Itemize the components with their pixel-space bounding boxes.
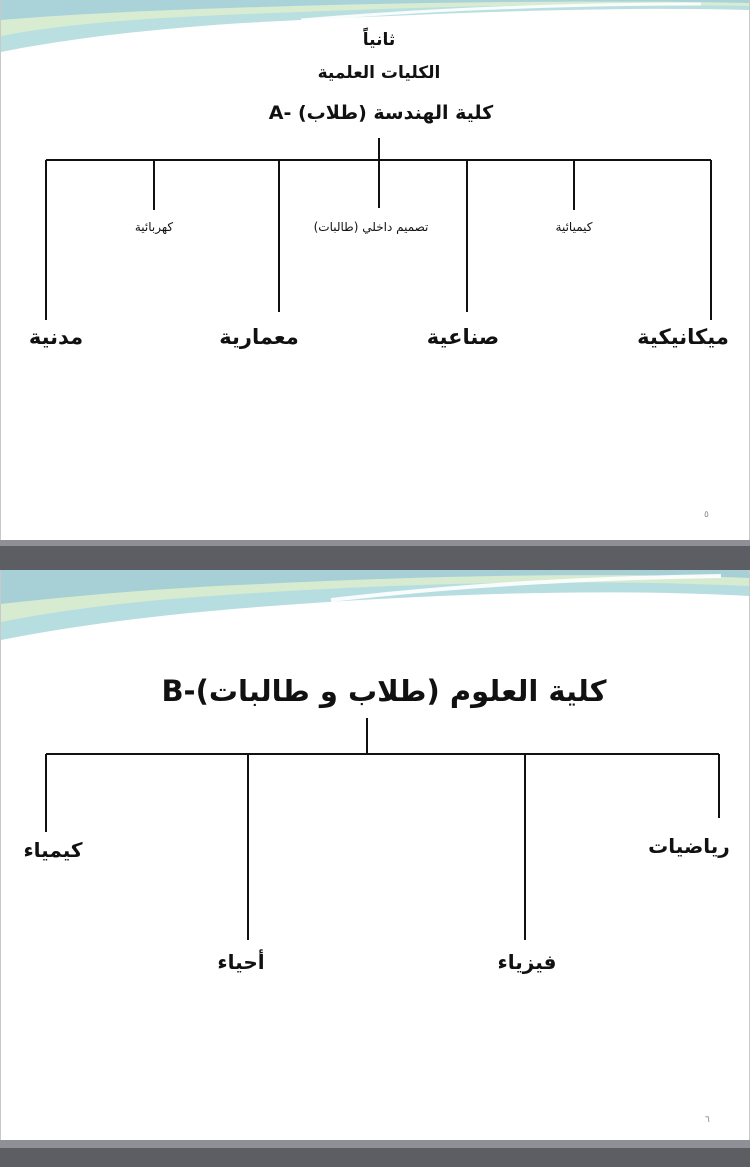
- branch-industrial: صناعية: [426, 325, 500, 349]
- branch-interior-design: تصميم داخلي (طالبات): [313, 220, 429, 234]
- branch-chemical: كيميائية: [555, 220, 593, 234]
- slide-heading: ثانياً: [362, 30, 396, 50]
- college-title-science: B-كلية العلوم (طلاب و طالبات): [161, 674, 607, 708]
- branch-mathematics: رياضيات: [648, 834, 730, 858]
- slide-engineering: [0, 0, 750, 540]
- slide-separator: [0, 540, 750, 546]
- slide-science: [0, 570, 750, 1140]
- branch-chemistry: كيمياء: [23, 838, 83, 862]
- page-number: ٥: [704, 510, 709, 520]
- branch-civil: مدنية: [28, 325, 84, 349]
- slide-subheading: الكليات العلمية: [317, 63, 441, 83]
- branch-biology: أحياء: [217, 950, 265, 974]
- branch-physics: فيزياء: [497, 950, 557, 974]
- branch-electrical: كهربائية: [134, 220, 174, 234]
- tree-connectors-science: [1, 570, 749, 1140]
- slide-separator: [0, 1140, 750, 1148]
- branch-mechanical: ميكانيكية: [637, 325, 729, 349]
- page-number: ٦: [705, 1115, 710, 1125]
- college-title-engineering: A- كلية الهندسة (طلاب): [268, 102, 494, 124]
- tree-connectors-engineering: [1, 0, 749, 540]
- branch-architecture: معمارية: [219, 325, 299, 349]
